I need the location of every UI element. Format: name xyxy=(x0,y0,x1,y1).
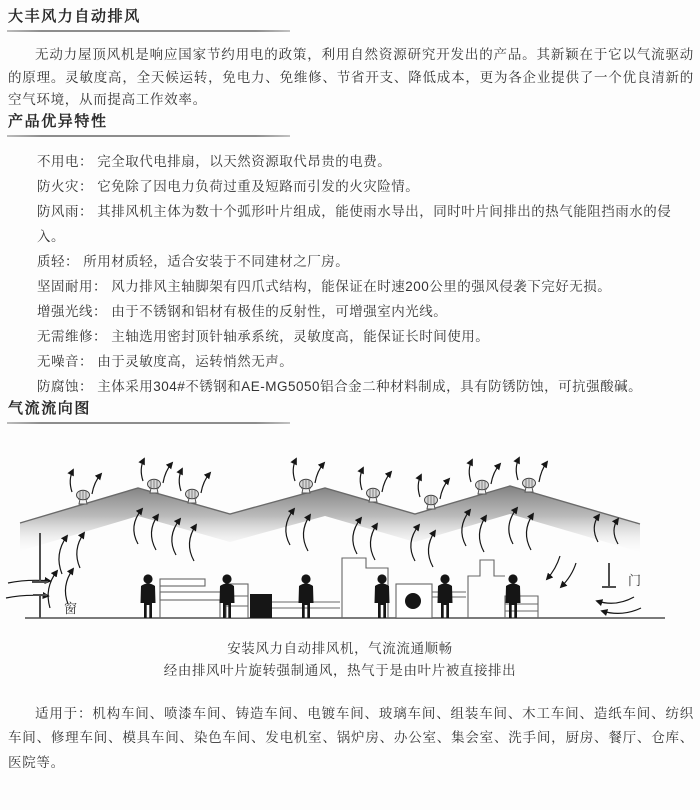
door-icon xyxy=(602,563,616,587)
rising-airflow-arrow-icons xyxy=(48,508,618,608)
feature-item: 防风雨： 其排风机主体为数十个弧形叶片组成，能使雨水导出，同时叶片间排出的热气能阻挡雨水的侵入。 xyxy=(37,203,672,244)
intake-airflow-arrow-icons xyxy=(6,556,641,613)
feature-item: 防腐蚀： 主体采用304#不锈钢和AE-MG5050铝合金二种材料制成，具有防锈防蚀，可抗强酸碱。 xyxy=(37,378,643,394)
top-margin xyxy=(0,0,700,7)
features-underline xyxy=(7,135,290,137)
feature-item: 无噪音： 由于灵敏度高，运转悄然无声。 xyxy=(37,353,294,369)
feature-item: 防火灾： 它免除了因电力负荷过重及短路而引发的火灾险情。 xyxy=(37,178,420,194)
feature-item: 无需维修： 主轴选用密封顶针轴承系统，灵敏度高，能保证长时间使用。 xyxy=(37,328,490,344)
airflow-underline xyxy=(7,422,290,424)
airflow-diagram xyxy=(0,456,700,634)
window-label: 窗 xyxy=(64,600,78,616)
feature-item: 增强光线： 由于不锈钢和铝材有极佳的反射性，可增强室内光线。 xyxy=(37,303,448,319)
title-underline xyxy=(7,30,290,32)
page-title: 大丰风力自动排风 xyxy=(8,8,141,25)
feature-item: 质轻： 所用材质轻，适合安装于不同建材之厂房。 xyxy=(37,253,350,269)
sawtooth-roof xyxy=(20,486,640,552)
machinery-outlines xyxy=(160,558,538,618)
caption-line-2: 经由排风叶片旋转强制通风，热气于是由叶片被直接排出 xyxy=(163,662,517,678)
door-label: 门 xyxy=(628,572,642,588)
feature-item: 不用电： 完全取代电排扇，以天然资源取代昂贵的电费。 xyxy=(37,153,392,169)
caption-line-1: 安装风力自动排风机，气流流通顺畅 xyxy=(227,640,453,656)
diagram-caption xyxy=(20,638,660,682)
intro-paragraph: 无动力屋顶风机是响应国家节约用电的政策，利用自然资源研究开发出的产品。其新颖在于它以气流驱动的原理。灵敏度高，全天候运转，免电力、免维修、节省开支、降低成本，更为各企业提供了一个优良清新的空气环境，从而提高工作效率。 xyxy=(8,47,694,107)
feature-item: 坚固耐用： 风力排风主轴脚架有四爪式结构，能保证在时速200公里的强风侵袭下完好无损。 xyxy=(37,278,612,294)
section-title-features: 产品优异特性 xyxy=(8,112,108,130)
section-title-airflow: 气流流向图 xyxy=(8,399,92,417)
applications-paragraph: 适用于：机构车间、喷漆车间、铸造车间、电镀车间、玻璃车间、组装车间、木工车间、造纸车间、纺织车间、修理车间、模具车间、染色车间、发电机室、锅炉房、办公室、集会室、洗手间，厨房、餐厅、仓库、医院等。 xyxy=(8,705,694,770)
feature-list xyxy=(37,149,696,399)
